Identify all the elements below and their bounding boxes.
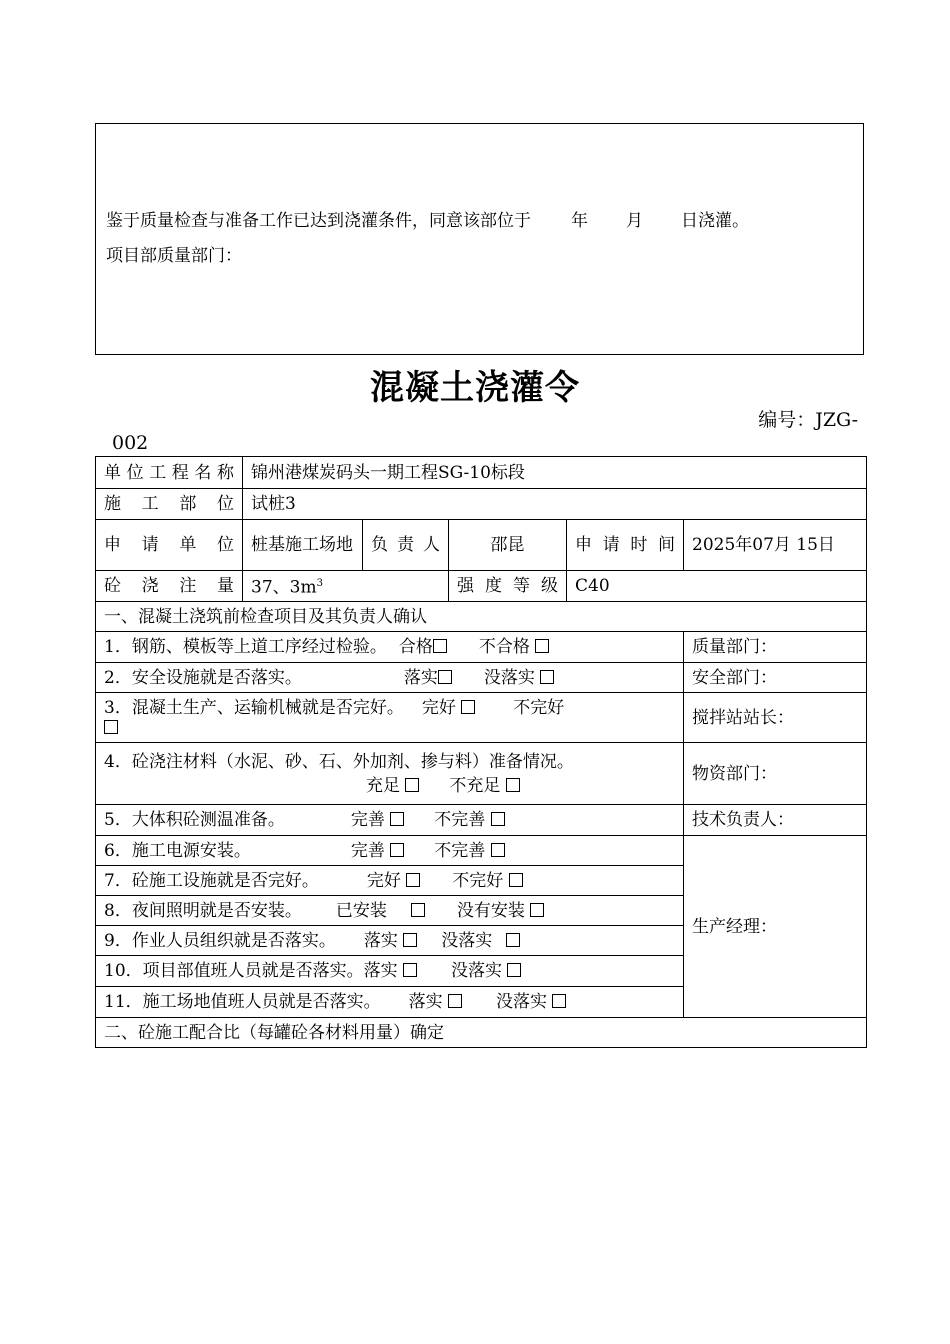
unit-project-value: 锦州港煤炭码头一期工程SG-10标段 xyxy=(243,457,867,489)
production-manager-signer: 生产经理： xyxy=(684,836,867,1018)
check-item: 7．砼施工设施就是否完好。 完好 不完好 xyxy=(96,866,684,896)
check-row xyxy=(96,693,867,743)
applicant-unit-label: 申请单位 xyxy=(96,520,243,571)
quality-dept-signature-line: 项目部质量部门： xyxy=(106,246,242,266)
materials-dept-signer: 物资部门： xyxy=(684,743,867,805)
check-item: 9．作业人员组织就是否落实。 落实 没落实 xyxy=(96,926,684,956)
form-number-value: 002 xyxy=(112,432,149,454)
checkbox[interactable] xyxy=(390,843,404,857)
construction-part-label: 施工部位 xyxy=(96,489,243,520)
checkbox[interactable] xyxy=(403,933,417,947)
month-label: 月 xyxy=(626,211,643,231)
strength-value: C40 xyxy=(567,571,867,602)
check-item: 4．砼浇注材料（水泥、砂、石、外加剂、掺与料）准备情况。 充足 不充足 xyxy=(96,743,684,805)
section1-header: 一、混凝土浇筑前检查项目及其负责人确认 xyxy=(96,602,867,632)
checkbox[interactable] xyxy=(491,843,505,857)
checkbox[interactable] xyxy=(507,963,521,977)
checkbox[interactable] xyxy=(461,700,475,714)
check-item: 5．大体积砼测温准备。 完善 不完善 xyxy=(96,805,684,836)
applicant-unit-value: 桩基施工场地 xyxy=(243,520,363,571)
pour-order-form xyxy=(95,456,867,1048)
check-row xyxy=(96,632,867,663)
check-row xyxy=(96,663,867,693)
checkbox[interactable] xyxy=(530,903,544,917)
check-row xyxy=(96,805,867,836)
check-item: 10．项目部值班人员就是否落实。落实 没落实 xyxy=(96,956,684,987)
checkbox[interactable] xyxy=(411,903,425,917)
check-row xyxy=(96,836,867,866)
row-pour-volume xyxy=(96,571,867,602)
row-unit-project xyxy=(96,457,867,489)
section2-header: 二、砼施工配合比（每罐砼各材料用量）确定 xyxy=(96,1018,867,1048)
checkbox[interactable] xyxy=(491,812,505,826)
check-item: 8．夜间照明就是否安装。 已安装 没有安装 xyxy=(96,896,684,926)
apply-time-label: 申请时间 xyxy=(567,520,684,571)
check-item: 3．混凝土生产、运输机械就是否完好。 完好 不完好 xyxy=(96,693,684,743)
approval-statement xyxy=(106,206,749,231)
quality-dept-signer: 质量部门： xyxy=(684,632,867,663)
person-in-charge-value: 邵昆 xyxy=(449,520,567,571)
check-item: 1．钢筋、模板等上道工序经过检验。 合格 不合格 xyxy=(96,632,684,663)
safety-dept-signer: 安全部门： xyxy=(684,663,867,693)
mixing-station-signer: 搅拌站站长： xyxy=(684,693,867,743)
day-label: 日浇灌。 xyxy=(681,211,749,231)
checkbox[interactable] xyxy=(509,873,523,887)
row-applicant xyxy=(96,520,867,571)
form-number-label: 编号：JZG- xyxy=(758,409,858,431)
checkbox[interactable] xyxy=(506,933,520,947)
check-row xyxy=(96,743,867,805)
person-in-charge-label: 负责人 xyxy=(363,520,449,571)
construction-part-value: 试桩3 xyxy=(243,489,867,520)
year-label: 年 xyxy=(571,211,588,231)
checkbox[interactable] xyxy=(403,963,417,977)
checkbox[interactable] xyxy=(506,778,520,792)
approval-text: 鉴于质量检查与准备工作已达到浇灌条件，同意该部位于 xyxy=(106,211,531,231)
apply-time-value: 2025年07月 15日 xyxy=(684,520,867,571)
row-construction-part xyxy=(96,489,867,520)
page-title: 混凝土浇灌令 xyxy=(370,368,580,408)
unit-project-label: 单位工程名称 xyxy=(96,457,243,489)
checkbox[interactable] xyxy=(552,994,566,1008)
strength-label: 强度等级 xyxy=(449,571,567,602)
technical-lead-signer: 技术负责人： xyxy=(684,805,867,836)
section1-header-row xyxy=(96,602,867,632)
section2-header-row xyxy=(96,1018,867,1048)
checkbox[interactable] xyxy=(438,670,452,684)
checkbox[interactable] xyxy=(540,670,554,684)
checkbox[interactable] xyxy=(535,639,549,653)
check-item: 11．施工场地值班人员就是否落实。 落实 没落实 xyxy=(96,987,684,1018)
pour-volume-value: 37、$3m^3$ xyxy=(243,571,449,602)
check-item: 2．安全设施就是否落实。 落实 没落实 xyxy=(96,663,684,693)
checkbox[interactable] xyxy=(405,778,419,792)
checkbox[interactable] xyxy=(390,812,404,826)
approval-box xyxy=(95,123,864,355)
pour-volume-label: 砼浇注量 xyxy=(96,571,243,602)
checkbox[interactable] xyxy=(448,994,462,1008)
checkbox[interactable] xyxy=(433,639,447,653)
check-item: 6．施工电源安装。 完善 不完善 xyxy=(96,836,684,866)
checkbox[interactable] xyxy=(104,720,118,734)
checkbox[interactable] xyxy=(406,873,420,887)
